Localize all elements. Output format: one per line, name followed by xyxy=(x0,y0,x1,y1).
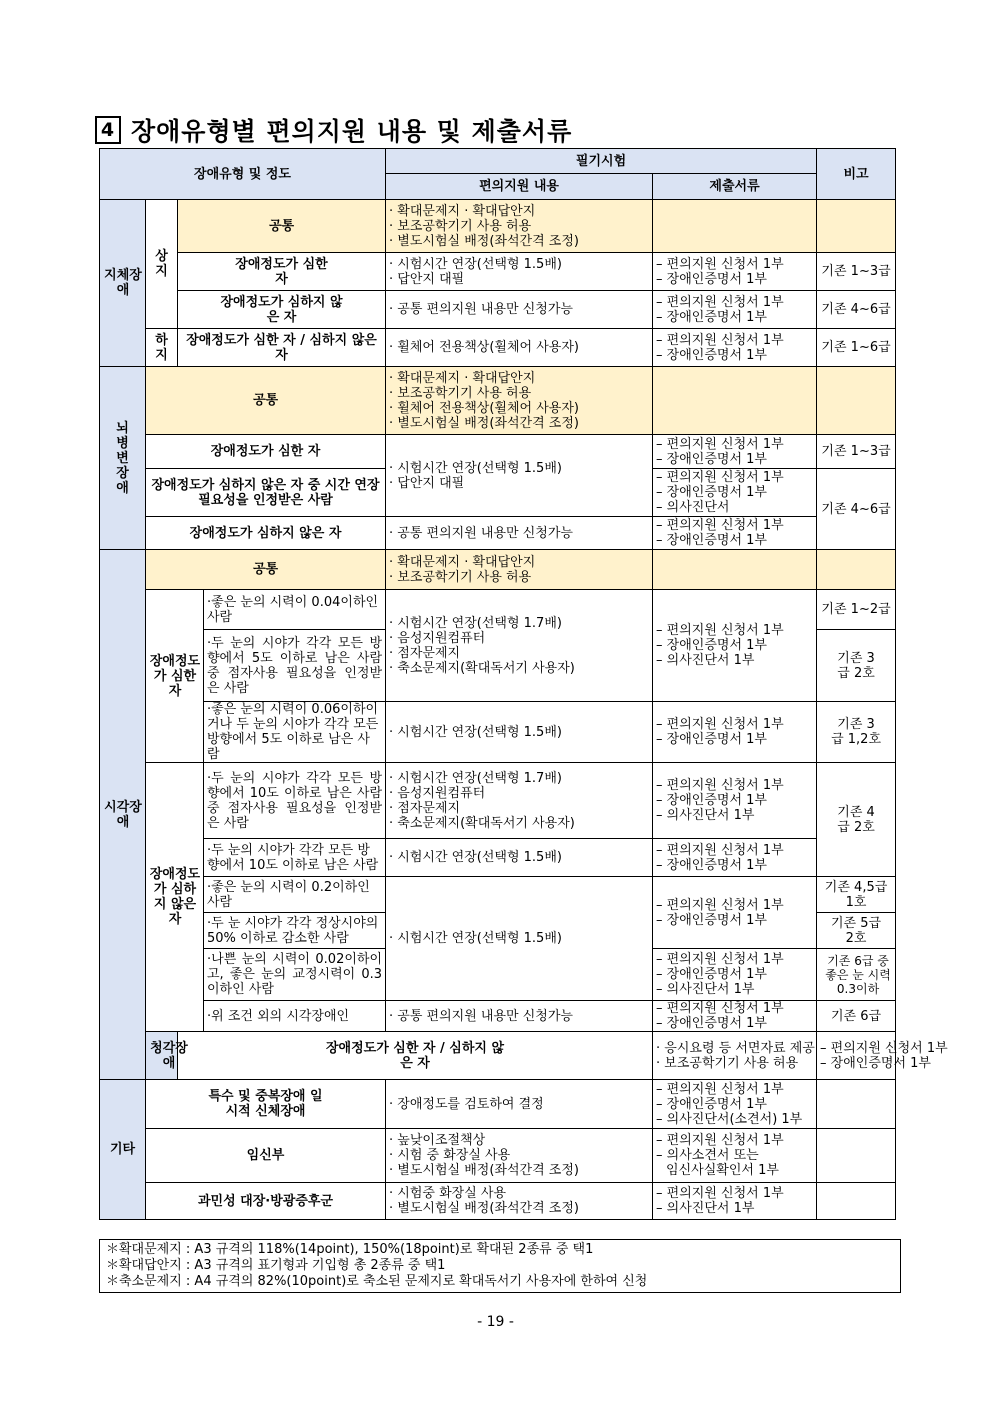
brain-extension-support: · 시험시간 연장(선택형 1.5배) · 답안지 대필 xyxy=(386,435,653,517)
hearing-docs: – 편의지원 신청서 1부 – 장애인증명서 1부 xyxy=(817,1032,896,1080)
hearing-label: 장애정도가 심한 자 / 심하지 않은 자 xyxy=(178,1032,653,1080)
brain-mild-support: · 공통 편의지원 내용만 신청가능 xyxy=(386,517,653,550)
brain-severe-label: 장애정도가 심한 자 xyxy=(146,435,386,469)
brain-extension-docs: – 편의지원 신청서 1부 – 장애인증명서 1부 – 의사진단서 xyxy=(653,469,817,517)
header-documents: 제출서류 xyxy=(653,174,817,200)
visual-severe-2-label: ·두 눈의 시야가 각각 모든 방향에서 5도 이하로 남은 사람 중 점자사용 필요성을 인정받은 사람 xyxy=(204,630,386,702)
visual-mild-1-support: · 시험시간 연장(선택형 1.7배) · 음성지원컴퓨터 · 점자문제지 · 축소문제지(확대독서기 사용자) xyxy=(386,763,653,839)
header-type-grade: 장애유형 및 정도 xyxy=(100,149,386,200)
visual-mild-3-remark: 기존 4,5급 1호 xyxy=(817,877,896,913)
visual-mild-12-remark: 기존 4급 2호 xyxy=(817,763,896,877)
other-1-label: 특수 및 중복장애 일시적 신체장애 xyxy=(146,1080,386,1129)
visual-severe-1-remark: 기존 1~2급 xyxy=(817,590,896,630)
visual-mild-3-label: ·좋은 눈의 시력이 0.2이하인 사람 xyxy=(204,877,386,913)
visual-mild-4-label: ·두 눈 시야가 각각 정상시야의 50% 이하로 감소한 사람 xyxy=(204,913,386,949)
category-physical: 지체장애 xyxy=(100,200,146,367)
physical-severe-support: · 시험시간 연장(선택형 1.5배) · 답안지 대필 xyxy=(386,253,653,291)
brain-common-support: · 확대문제지 · 확대답안지 · 보조공학기기 사용 허용 · 휠체어 전용책상(휠체어 사용자) · 별도시험실 배정(좌석간격 조정) xyxy=(386,367,653,435)
physical-mild-docs: – 편의지원 신청서 1부 – 장애인증명서 1부 xyxy=(653,291,817,329)
visual-mild-6-docs: – 편의지원 신청서 1부 – 장애인증명서 1부 xyxy=(653,1001,817,1032)
other-2-support: · 높낮이조절책상 · 시험 중 화장실 사용 · 별도시험실 배정(좌석간격 조정) xyxy=(386,1129,653,1183)
visual-mild-6-label: ·위 조건 외의 시각장애인 xyxy=(204,1001,386,1032)
visual-mild-group: 장애정도가 심하지 않은 자 xyxy=(146,763,204,1032)
footnote-enlarged-answer: ＊확대답안지 : A3 규격의 표기형과 기입형 총 2종류 중 택1 xyxy=(106,1258,446,1273)
brain-common-remark xyxy=(817,367,896,435)
other-3-label: 과민성 대장·방광증후군 xyxy=(146,1183,386,1220)
title-text: 장애유형별 편의지원 내용 및 제출서류 xyxy=(131,117,573,146)
visual-mild-2-support: · 시험시간 연장(선택형 1.5배) xyxy=(386,839,653,877)
visual-severe-2-remark: 기존 3급 2호 xyxy=(817,630,896,702)
other-3-support: · 시험중 화장실 사용 · 별도시험실 배정(좌석간격 조정) xyxy=(386,1183,653,1220)
footnote-enlarged-question: ＊확대문제지 : A3 규격의 118%(14point), 150%(18point)로 확대된 2종류 중 택1 xyxy=(106,1242,594,1257)
other-2-remark xyxy=(817,1129,896,1183)
brain-severe-docs: – 편의지원 신청서 1부 – 장애인증명서 1부 xyxy=(653,435,817,469)
header-support: 편의지원 내용 xyxy=(386,174,653,200)
category-visual: 시각장애 xyxy=(100,550,146,1080)
brain-common-docs xyxy=(653,367,817,435)
footnote-reduced-question: ＊축소문제지 : A4 규격의 82%(10point)로 축소된 문제지로 확대독서기 사용자에 한하여 신청 xyxy=(106,1274,648,1289)
visual-common-docs xyxy=(653,550,817,590)
visual-severe-3-remark: 기존 3급 1,2호 xyxy=(817,702,896,763)
other-1-remark xyxy=(817,1080,896,1129)
other-2-docs: – 편의지원 신청서 1부 – 의사소견서 또는 임신사실확인서 1부 xyxy=(653,1129,817,1183)
page-number: - 19 - xyxy=(477,1314,514,1330)
visual-mild-345-support: · 시험시간 연장(선택형 1.5배) xyxy=(386,877,653,1001)
physical-common-support: · 확대문제지 · 확대답안지 · 보조공학기기 사용 허용 · 별도시험실 배정(좌석간격 조정) xyxy=(386,200,653,253)
header-written-exam: 필기시험 xyxy=(386,149,817,174)
physical-lower-support: · 휠체어 전용책상(휠체어 사용자) xyxy=(386,329,653,367)
visual-severe-3-support: · 시험시간 연장(선택형 1.5배) xyxy=(386,702,653,763)
other-3-remark xyxy=(817,1183,896,1220)
other-1-docs: – 편의지원 신청서 1부 – 장애인증명서 1부 – 의사진단서(소견서) 1부 xyxy=(653,1080,817,1129)
visual-mild-1-docs: – 편의지원 신청서 1부 – 장애인증명서 1부 – 의사진단서 1부 xyxy=(653,763,817,839)
visual-severe-3-label: ·좋은 눈의 시력이 0.06이하이거나 두 눈의 시야가 각각 모든 방향에서 5도 이하로 남은 사람 xyxy=(204,702,386,763)
visual-mild-6-support: · 공통 편의지원 내용만 신청가능 xyxy=(386,1001,653,1032)
physical-upper-limb: 상지 xyxy=(146,200,178,329)
category-brain: 뇌병변장애 xyxy=(100,367,146,550)
visual-common-support: · 확대문제지 · 확대답안지 · 보조공학기기 사용 허용 xyxy=(386,550,653,590)
visual-mild-4-remark: 기존 5급 2호 xyxy=(817,913,896,949)
brain-mild-remark: 기존 4~6급 xyxy=(817,469,896,550)
visual-mild-1-label: ·두 눈의 시야가 각각 모든 방향에서 10도 이하로 남은 사람 중 점자사용 필요성을 인정받은 사람 xyxy=(204,763,386,839)
physical-severe-remark: 기존 1~3급 xyxy=(817,253,896,291)
physical-lower-docs: – 편의지원 신청서 1부 – 장애인증명서 1부 xyxy=(653,329,817,367)
physical-mild-label: 장애정도가 심하지 않은 자 xyxy=(178,291,386,329)
visual-mild-5-docs: – 편의지원 신청서 1부 – 장애인증명서 1부 – 의사진단서 1부 xyxy=(653,949,817,1001)
page-title xyxy=(95,112,572,148)
visual-mild-5-remark: 기존 6급 중 좋은 눈 시력 0.3이하 xyxy=(817,949,896,1001)
section-number: 4 xyxy=(95,116,121,144)
category-other: 기타 xyxy=(100,1080,146,1220)
physical-severe-docs: – 편의지원 신청서 1부 – 장애인증명서 1부 xyxy=(653,253,817,291)
physical-severe-label: 장애정도가 심한 자 xyxy=(178,253,386,291)
other-3-docs: – 편의지원 신청서 1부 – 의사진단서 1부 xyxy=(653,1183,817,1220)
physical-lower-remark: 기존 1~6급 xyxy=(817,329,896,367)
visual-mild-2-docs: – 편의지원 신청서 1부 – 장애인증명서 1부 xyxy=(653,839,817,877)
physical-lower-limb: 하지 xyxy=(146,329,178,367)
brain-mild-docs: – 편의지원 신청서 1부 – 장애인증명서 1부 xyxy=(653,517,817,550)
brain-extension-label: 장애정도가 심하지 않은 자 중 시간 연장 필요성을 인정받은 사람 xyxy=(146,469,386,517)
visual-common-remark xyxy=(817,550,896,590)
physical-mild-remark: 기존 4~6급 xyxy=(817,291,896,329)
visual-common-label: 공통 xyxy=(146,550,386,590)
other-1-support: · 장애정도를 검토하여 결정 xyxy=(386,1080,653,1129)
visual-severe-12-docs: – 편의지원 신청서 1부 – 장애인증명서 1부 – 의사진단서 1부 xyxy=(653,590,817,702)
visual-severe-1-label: ·좋은 눈의 시력이 0.04이하인 사람 xyxy=(204,590,386,630)
category-hearing: 청각장애 xyxy=(146,1032,178,1080)
physical-lower-label: 장애정도가 심한 자 / 심하지 않은 자 xyxy=(178,329,386,367)
footnotes xyxy=(99,1239,901,1293)
brain-severe-remark: 기존 1~3급 xyxy=(817,435,896,469)
physical-mild-support: · 공통 편의지원 내용만 신청가능 xyxy=(386,291,653,329)
visual-mild-2-label: ·두 눈의 시야가 각각 모든 방향에서 10도 이하로 남은 사람 xyxy=(204,839,386,877)
other-2-label: 임신부 xyxy=(146,1129,386,1183)
physical-common-remark xyxy=(817,200,896,253)
visual-mild-34-docs: – 편의지원 신청서 1부 – 장애인증명서 1부 xyxy=(653,877,817,949)
visual-mild-6-remark: 기존 6급 xyxy=(817,1001,896,1032)
support-table xyxy=(99,148,948,1220)
physical-common-label: 공통 xyxy=(178,200,386,253)
brain-common-label: 공통 xyxy=(146,367,386,435)
visual-severe-12-support: · 시험시간 연장(선택형 1.7배) · 음성지원컴퓨터 · 점자문제지 · 축소문제지(확대독서기 사용자) xyxy=(386,590,653,702)
header-remark: 비고 xyxy=(817,149,896,200)
physical-common-docs xyxy=(653,200,817,253)
brain-mild-label: 장애정도가 심하지 않은 자 xyxy=(146,517,386,550)
visual-mild-5-label: ·나쁜 눈의 시력이 0.02이하이고, 좋은 눈의 교정시력이 0.3이하인 사람 xyxy=(204,949,386,1001)
visual-severe-3-docs: – 편의지원 신청서 1부 – 장애인증명서 1부 xyxy=(653,702,817,763)
visual-severe-group: 장애정도가 심한 자 xyxy=(146,590,204,763)
hearing-support: · 응시요령 등 서면자료 제공 · 보조공학기기 사용 허용 xyxy=(653,1032,817,1080)
